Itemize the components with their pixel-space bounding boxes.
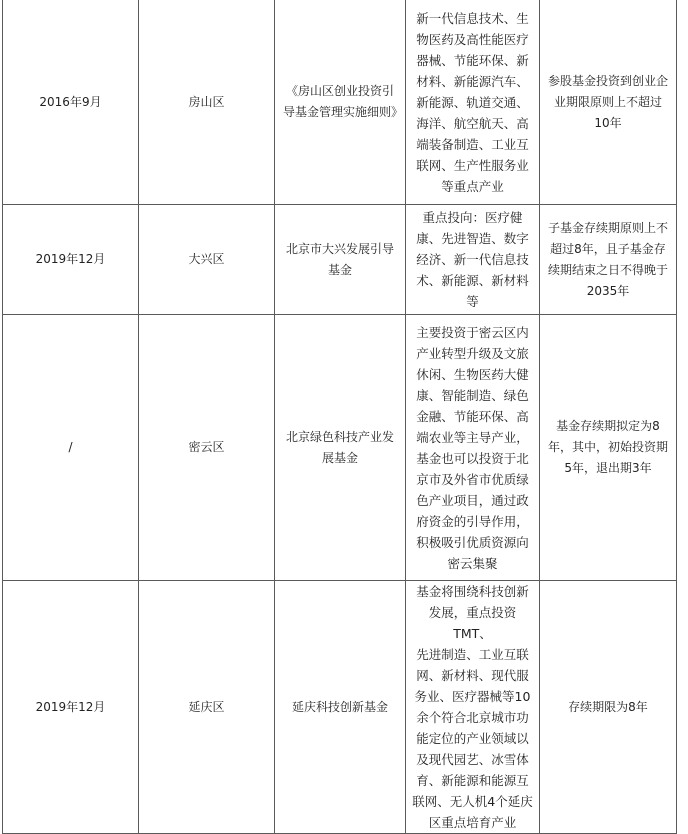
term-text: 基金存续期拟定为8年，其中，初始投资期5年，退出期3年 <box>548 419 669 475</box>
date-cell: 2019年12月 <box>3 581 139 834</box>
district-cell: 房山区 <box>139 0 275 205</box>
term-cell <box>540 0 677 205</box>
term-text: 子基金存续期原则上不超过8年，且子基金存续期结束之日不得晚于2035年 <box>548 220 669 298</box>
fund-name-cell <box>275 315 406 581</box>
table-row <box>3 315 677 581</box>
industry-text: 基金将围绕科技创新 发展，重点投资TMT、 先进制造、工业互联 网、新材料、现代服 务业、医疗器械等10 余个符合北京城市功 能定位的产业领域以 及现代园艺、冰雪体 育、新能源和能源互 联网、无人机4个延庆 区重点培育产业 <box>412 584 533 830</box>
fund-name-text: 延庆科技创新基金 <box>291 699 388 714</box>
fund-name-cell <box>275 205 406 315</box>
term-text: 存续期限为8年 <box>568 699 648 714</box>
industry-cell <box>406 205 540 315</box>
district-cell: 密云区 <box>139 315 275 581</box>
table-row <box>3 205 677 315</box>
industry-text: 新一代信息技术、生 物医药及高性能医疗 器械、节能环保、新 材料、新能源汽车、 新能源、轨道交通、 海洋、航空航天、高 端装备制造、工业互 联网、生产性服务业 等重点产业 <box>416 10 529 194</box>
industry-cell <box>406 581 540 834</box>
industry-cell <box>406 315 540 581</box>
fund-table <box>2 0 677 834</box>
term-cell <box>540 205 677 315</box>
district-cell: 大兴区 <box>139 205 275 315</box>
date-cell: / <box>3 315 139 581</box>
fund-name-text: 北京市大兴发展引导基金 <box>285 241 394 277</box>
fund-name-cell <box>275 0 406 205</box>
table-row <box>3 0 677 205</box>
district-cell: 延庆区 <box>139 581 275 834</box>
date-cell: 2016年9月 <box>3 0 139 205</box>
table-row <box>3 581 677 834</box>
industry-text: 重点投向：医疗健 康、先进智造、数字 经济、新一代信息技 术、新能源、新材料 等 <box>416 210 529 309</box>
fund-name-text: 北京绿色科技产业发展基金 <box>285 429 394 465</box>
fund-name-text: 《房山区创业投资引导基金管理实施细则》 <box>283 84 404 119</box>
industry-text: 主要投资于密云区内 产业转型升级及文旅 休闲、生物医药大健 康、智能制造、绿色 金融、节能环保、高 端农业等主导产业， 基金也可以投资于北 京市及外省市优质绿 色产业项目，通过政 府资金的引导作用， 积极吸引优质资源向 密云集聚 <box>416 324 529 571</box>
term-cell <box>540 581 677 834</box>
term-cell <box>540 315 677 581</box>
industry-cell <box>406 0 540 205</box>
fund-name-cell <box>275 581 406 834</box>
date-cell: 2019年12月 <box>3 205 139 315</box>
term-text: 参股基金投资到创业企业期限原则上不超过10年 <box>548 73 669 130</box>
